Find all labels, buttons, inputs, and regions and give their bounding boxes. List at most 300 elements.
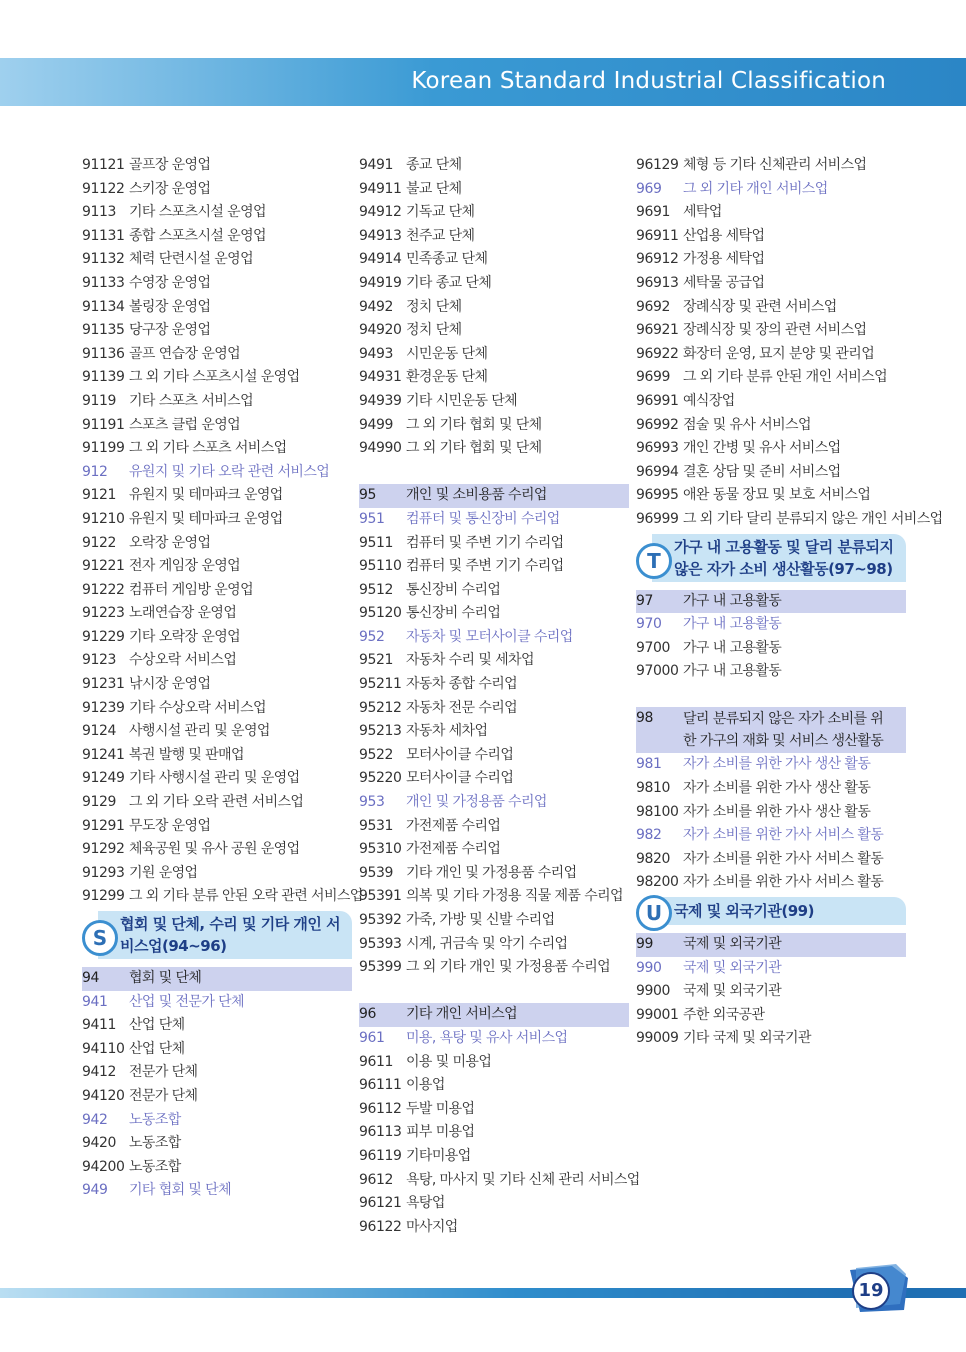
classification-row [359,933,629,957]
classification-code: 95110 [359,558,402,575]
classification-code: 9129 [82,794,117,811]
classification-row [82,178,352,202]
classification-name: 장례식장 및 장의 관련 서비스업 [683,322,867,339]
classification-row [636,296,906,320]
classification-code: 96921 [636,322,679,339]
classification-code: 94919 [359,274,402,291]
classification-name: 기타 개인 서비스업 [406,1006,518,1023]
classification-row [82,626,352,650]
classification-code: 91199 [82,440,125,457]
classification-name: 자동차 세차업 [406,723,488,740]
classification-code: 94912 [359,204,402,221]
classification-name: 기원 운영업 [129,864,198,881]
classification-row [359,744,629,768]
classification-row [82,296,352,320]
classification-code: 91249 [82,770,125,787]
classification-code: 91292 [82,841,125,858]
classification-code: 96912 [636,251,679,268]
classification-row [636,154,906,178]
classification-code: 96994 [636,463,679,480]
classification-name: 당구장 운영업 [129,322,211,339]
classification-name: 산업 단체 [129,1017,185,1034]
classification-row [82,885,363,909]
classification-name: 가정용 세탁업 [683,251,765,268]
classification-row [636,225,906,249]
classification-row [359,649,629,673]
classification-name: 모터사이클 수리업 [406,770,514,787]
section-header [636,897,906,925]
classification-name: 유원지 및 테마파크 운영업 [129,487,283,504]
classification-name: 두발 미용업 [406,1100,475,1117]
classification-code: 95310 [359,841,402,858]
classification-row [636,824,906,848]
classification-name: 이용 및 미용업 [406,1053,492,1070]
classification-name: 기타 종교 단체 [406,274,492,291]
page-header-title: Korean Standard Industrial Classification [411,68,886,94]
classification-code: 9119 [82,392,117,409]
classification-name: 수영장 운영업 [129,274,211,291]
classification-code: 94913 [359,227,402,244]
classification-code: 981 [636,756,662,773]
classification-row [82,862,352,886]
classification-row [636,848,906,872]
classification-name: 그 외 기타 분류 안된 오락 관련 서비스업 [129,888,363,905]
classification-name: 자가 소비를 위한 가사 서비스 활동 [683,827,884,844]
classification-code: 9493 [359,345,394,362]
classification-code: 95393 [359,935,402,952]
classification-name: 시계, 귀금속 및 악기 수리업 [406,935,568,952]
classification-code: 96922 [636,345,679,362]
classification-row [636,753,906,777]
classification-code: 98200 [636,874,679,891]
classification-name: 그 외 기타 스포츠시설 운영업 [129,369,300,386]
classification-row [82,437,352,461]
division-row [359,484,629,508]
classification-code: 95120 [359,605,402,622]
classification-code: 9420 [82,1135,117,1152]
classification-name: 그 외 기타 오락 관련 서비스업 [129,794,304,811]
classification-code: 95211 [359,676,402,693]
classification-name: 종교 단체 [406,157,462,173]
classification-name: 기타 스포츠 서비스업 [129,392,254,409]
classification-name: 산업용 세탁업 [683,227,765,244]
classification-name: 무도장 운영업 [129,817,211,834]
classification-name: 컴퓨터 게임방 운영업 [129,581,254,598]
classification-code: 9412 [82,1064,117,1081]
section-letter-badge: U [636,895,672,931]
classification-row [359,1027,629,1051]
classification-row [82,649,352,673]
classification-code: 91139 [82,369,125,386]
classification-code: 9699 [636,369,671,386]
classification-code: 9499 [359,416,394,433]
classification-code: 96122 [359,1218,402,1235]
classification-name: 그 외 기타 개인 및 가정용품 수리업 [406,959,611,976]
classification-name: 국제 및 외국기관 [683,936,782,953]
classification-name: 자가 소비를 위한 가사 생산 활동 [683,803,871,820]
classification-code: 96119 [359,1147,402,1164]
classification-name: 사행시설 관리 및 운영업 [129,723,270,740]
classification-name: 기타미용업 [406,1147,471,1164]
classification-name: 가전제품 수리업 [406,841,501,858]
classification-code: 990 [636,959,662,976]
classification-code: 97000 [636,663,679,680]
classification-code: 91131 [82,227,125,244]
classification-row [636,613,906,637]
classification-name: 오락장 운영업 [129,534,211,551]
classification-row [359,862,629,886]
classification-name: 수상오락 서비스업 [129,652,237,669]
classification-row [82,1085,352,1109]
classification-code: 96913 [636,274,679,291]
classification-row [82,225,352,249]
classification-name: 의복 및 기타 가정용 직물 제품 수리업 [406,888,623,905]
classification-name: 결혼 상담 및 준비 서비스업 [683,463,841,480]
classification-code: 9700 [636,639,671,656]
classification-row [82,414,352,438]
classification-row [82,248,352,272]
classification-code: 91222 [82,581,125,598]
classification-code: 969 [636,180,662,197]
classification-name: 골프 연습장 운영업 [129,345,241,362]
classification-name: 피부 미용업 [406,1124,475,1141]
classification-row [82,838,352,862]
classification-name: 시민운동 단체 [406,345,488,362]
classification-name: 스키장 운영업 [129,180,211,197]
classification-row [636,272,906,296]
classification-row [636,437,906,461]
classification-code: 91239 [82,699,125,716]
classification-row [636,871,906,895]
classification-name: 기타 스포츠시설 운영업 [129,204,266,221]
classification-name: 체육공원 및 유사 공원 운영업 [129,841,300,858]
classification-row [82,697,352,721]
section-letter-badge: S [82,920,118,956]
classification-row [359,815,629,839]
classification-code: 961 [359,1029,385,1046]
classification-name: 장례식장 및 관련 서비스업 [683,298,837,315]
classification-name: 그 외 기타 달리 분류되지 않은 개인 서비스업 [683,510,943,527]
classification-row [636,390,906,414]
classification-code: 91133 [82,274,125,291]
classification-code: 96993 [636,440,679,457]
classification-row [82,484,352,508]
classification-code: 9123 [82,652,117,669]
classification-name: 산업 및 전문가 단체 [129,993,244,1010]
classification-row [359,272,629,296]
classification-name: 예식장업 [683,392,735,409]
section-title: 국제 및 외국기관(99) [674,902,814,921]
classification-row [82,390,352,414]
classification-row [359,343,629,367]
classification-name: 불교 단체 [406,180,462,197]
classification-row [359,319,629,343]
classification-code: 91299 [82,888,125,905]
classification-name: 산업 단체 [129,1040,185,1057]
classification-code: 91221 [82,558,125,575]
classification-name: 점술 및 유사 서비스업 [683,416,811,433]
section-title: 협회 및 단체, 수리 및 기타 개인 서비스업(94~96) [120,915,341,955]
classification-code: 970 [636,616,662,633]
classification-name: 욕탕업 [406,1195,445,1212]
classification-code: 91291 [82,817,125,834]
classification-name: 자가 소비를 위한 가사 서비스 활동 [683,850,884,867]
classification-code: 96999 [636,510,679,527]
classification-row [359,555,629,579]
classification-name: 개인 및 소비용품 수리업 [406,487,547,504]
section-title: 가구 내 고용활동 및 달리 분류되지 않은 자가 소비 생산활동(97~98) [674,537,894,578]
classification-name: 자가 소비를 위한 가사 서비스 활동 [683,874,884,891]
classification-code: 9121 [82,487,117,504]
classification-code: 9522 [359,746,394,763]
classification-name: 노동조합 [129,1158,181,1175]
classification-name: 세탁물 공급업 [683,274,765,291]
classification-row [82,602,352,626]
classification-name: 가구 내 고용활동 [683,592,782,609]
classification-row [636,319,906,343]
classification-code: 96 [359,1006,377,1023]
classification-name: 천주교 단체 [406,227,475,244]
classification-name: 민족종교 단체 [406,251,488,268]
classification-row [359,154,629,178]
classification-name: 화장터 운영, 묘지 분양 및 관리업 [683,345,875,362]
classification-name: 전문가 단체 [129,1064,198,1081]
classification-row [359,1051,629,1075]
classification-row [359,437,629,461]
classification-row [82,461,352,485]
classification-name: 전자 게임장 운영업 [129,558,241,575]
classification-code: 941 [82,993,108,1010]
classification-row [636,801,906,825]
classification-row [636,508,943,532]
classification-row [359,1192,629,1216]
classification-code: 9491 [359,157,394,173]
classification-row [636,461,906,485]
classification-name: 개인 간병 및 유사 서비스업 [683,440,841,457]
classification-name: 노래연습장 운영업 [129,605,237,622]
classification-code: 97 [636,592,654,609]
page-number: 19 [852,1272,890,1310]
classification-code: 91122 [82,180,125,197]
classification-code: 9810 [636,780,671,797]
classification-row [359,838,629,862]
classification-name: 체형 등 기타 신체관리 서비스업 [683,157,867,173]
division-row [82,967,352,991]
classification-name: 그 외 기타 협회 및 단체 [406,440,542,457]
classification-name: 가구 내 고용활동 [683,639,782,656]
classification-code: 91231 [82,676,125,693]
classification-code: 91121 [82,157,125,173]
classification-row [359,414,629,438]
classification-row [82,1156,352,1180]
classification-column-1 [82,154,363,1203]
classification-code: 94920 [359,322,402,339]
classification-code: 9692 [636,298,671,315]
classification-row [82,1109,352,1133]
classification-row [82,815,352,839]
classification-name: 이용업 [406,1077,445,1094]
classification-row [636,484,906,508]
classification-name: 유원지 및 테마파크 운영업 [129,510,283,527]
classification-name: 컴퓨터 및 통신장비 수리업 [406,510,560,527]
classification-name: 그 외 기타 개인 서비스업 [683,180,828,197]
classification-name: 기타 사행시설 관리 및 운영업 [129,770,300,787]
classification-name: 종합 스포츠시설 운영업 [129,227,266,244]
classification-name: 협회 및 단체 [129,970,202,986]
classification-code: 9691 [636,204,671,221]
classification-row [82,720,352,744]
classification-code: 942 [82,1111,108,1128]
classification-name: 컴퓨터 및 주변 기기 수리업 [406,558,564,575]
classification-name: 자동차 전문 수리업 [406,699,518,716]
classification-name: 통신장비 수리업 [406,605,501,622]
classification-code: 9531 [359,817,394,834]
classification-code: 96911 [636,227,679,244]
classification-code: 94990 [359,440,402,457]
classification-name: 그 외 기타 협회 및 단체 [406,416,542,433]
classification-code: 95392 [359,912,402,928]
classification-code: 9820 [636,850,671,867]
classification-row [359,909,629,933]
classification-name: 그 외 기타 스포츠 서비스업 [129,440,287,457]
classification-name: 환경운동 단체 [406,369,488,386]
classification-name: 컴퓨터 및 주변 기기 수리업 [406,534,564,551]
classification-name: 기타 시민운동 단체 [406,392,518,409]
classification-code: 94931 [359,369,402,386]
classification-row [636,980,906,1004]
classification-code: 91132 [82,251,125,268]
classification-name: 주한 외국공관 [683,1006,765,1023]
classification-code: 91223 [82,605,125,622]
classification-code: 91210 [82,510,125,527]
classification-name: 통신장비 수리업 [406,581,501,598]
classification-code: 96995 [636,487,679,504]
classification-row [359,626,629,650]
classification-code: 9900 [636,983,671,1000]
classification-code: 91134 [82,298,125,315]
footer-band [0,1288,860,1298]
classification-row [359,508,629,532]
classification-code: 912 [82,463,108,480]
classification-code: 9492 [359,298,394,315]
classification-name: 욕탕, 마사지 및 기타 신체 관리 서비스업 [406,1171,640,1188]
classification-code: 94911 [359,180,402,197]
classification-column-3 [636,154,943,1051]
classification-row [359,1169,640,1193]
classification-code: 99001 [636,1006,679,1023]
classification-name: 기타 협회 및 단체 [129,1182,232,1199]
classification-column-2 [359,154,640,1239]
classification-code: 9611 [359,1053,394,1070]
classification-row [359,366,629,390]
classification-name: 스포츠 클럽 운영업 [129,416,241,433]
classification-row [359,697,629,721]
classification-name: 국제 및 외국기관 [683,959,782,976]
classification-row [82,555,352,579]
classification-name: 정치 단체 [406,298,462,315]
classification-name: 자동차 및 모터사이클 수리업 [406,628,573,645]
classification-row [359,296,629,320]
classification-row [82,319,352,343]
spacer [359,461,629,485]
classification-row [359,956,629,980]
classification-row [82,767,352,791]
classification-code: 94120 [82,1087,125,1104]
classification-name: 기타 국제 및 외국기관 [683,1030,811,1047]
classification-row [82,1014,352,1038]
classification-code: 9612 [359,1171,394,1188]
classification-row [82,201,352,225]
section-header [636,534,906,582]
classification-code: 95213 [359,723,402,740]
classification-row [636,1027,906,1051]
classification-name: 가구 내 고용활동 [683,616,782,633]
classification-row [636,957,906,981]
classification-row [82,1038,352,1062]
classification-name: 기타 개인 및 가정용품 수리업 [406,864,577,881]
classification-row [359,532,629,556]
footer-band-end [905,1288,966,1298]
classification-row [359,767,629,791]
classification-code: 96121 [359,1195,402,1212]
classification-row [82,366,352,390]
classification-code: 9539 [359,864,394,881]
classification-row [82,744,352,768]
classification-row [636,248,906,272]
classification-row [636,1004,906,1028]
classification-code: 953 [359,794,385,811]
classification-code: 9512 [359,581,394,598]
classification-row [82,791,352,815]
division-row [636,590,906,614]
classification-row [359,579,629,603]
classification-row [636,366,906,390]
classification-row [636,777,906,801]
classification-name: 복권 발행 및 판매업 [129,746,244,763]
division-row [359,1003,629,1027]
classification-name: 가죽, 가방 및 신발 수리업 [406,912,555,928]
classification-name: 자가 소비를 위한 가사 생산 활동 [683,756,871,773]
classification-code: 94939 [359,392,402,409]
classification-row [82,343,352,367]
classification-name: 달리 분류되지 않은 자가 소비를 위한 가구의 재화 및 서비스 생산활동 [683,711,884,750]
classification-code: 94110 [82,1040,125,1057]
classification-row [359,1121,629,1145]
classification-name: 체력 단련시설 운영업 [129,251,254,268]
classification-code: 96113 [359,1124,402,1141]
classification-code: 9113 [82,204,117,221]
classification-name: 개인 및 가정용품 수리업 [406,794,547,811]
classification-row [82,272,352,296]
classification-row [359,225,629,249]
section-header [82,911,352,959]
classification-code: 9511 [359,534,394,551]
classification-row [359,1216,629,1240]
section-letter-badge: T [636,543,672,579]
division-row [636,933,906,957]
classification-row [82,1132,352,1156]
classification-row [82,154,352,178]
classification-code: 94914 [359,251,402,268]
classification-row [359,248,629,272]
classification-code: 94200 [82,1158,125,1175]
classification-code: 95220 [359,770,402,787]
classification-name: 애완 동물 장묘 및 보호 서비스업 [683,487,871,504]
classification-code: 98 [636,710,654,727]
classification-code: 952 [359,628,385,645]
classification-code: 91229 [82,628,125,645]
classification-row [636,201,906,225]
